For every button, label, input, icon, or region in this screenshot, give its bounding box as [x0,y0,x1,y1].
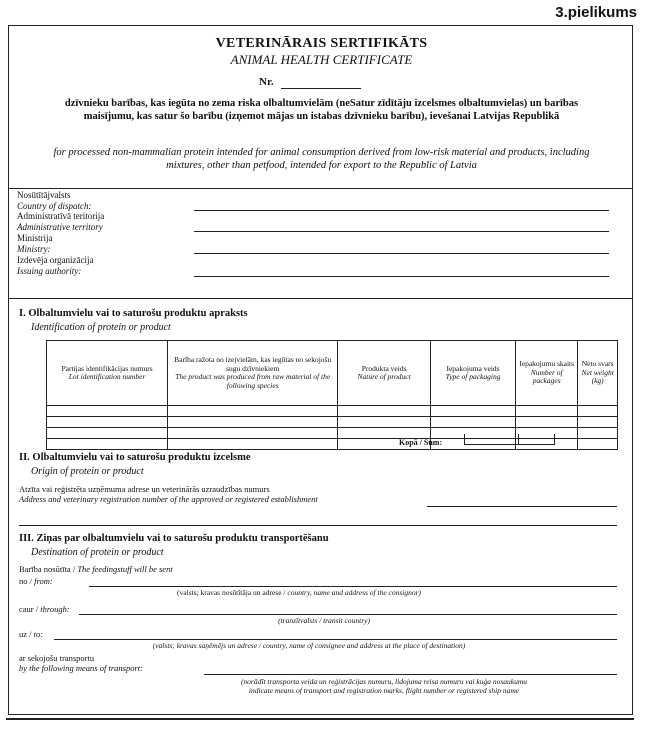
through-caption: (tranzītvalsts / transit country) [278,616,370,625]
description-en: for processed non-mammalian protein intended for animal consumption derived from low-risk material and products, including mixtures, other than petfood, intended for export to the Republic of Latvia [53,147,590,171]
transport-caption-lv: (norādīt transporta veida un reģistrācijas numuru, lidojuma reisa numuru vai kuģa nosaukumu [240,677,528,686]
field-administrative-territory [17,211,104,232]
transport-caption [159,677,609,695]
section-2-address-label [19,484,439,504]
transport-caption-en: indicate means of transport and registration marks, flight number or registered ship name [248,686,520,695]
address-label-lv: Atzīta vai reģistrēta uzņēmuma adrese un veterinārās uzraudzības numurs [19,484,270,494]
divider [9,298,632,299]
issuing-authority-field[interactable] [194,276,609,277]
transport-label-en: by the following means of transport: [19,663,143,673]
through-label-lv: caur / [19,604,41,614]
field-label-lv: Ministrija [17,233,53,243]
from-label-en: from: [34,576,53,586]
column-header: Iepakojumu skaits Number of packages [516,341,578,406]
section-3-title-en: Destination of protein or product [31,547,164,558]
certificate-number-label: Nr. [259,76,274,88]
to-label [19,629,43,639]
sent-label-lv: Barība nosūtīta / [19,564,78,574]
divider [9,188,632,189]
through-field[interactable] [79,614,617,615]
to-label-en: to: [33,629,44,639]
field-label-en: Ministry: [17,243,51,254]
total-label: Kopā / Sum: [399,438,443,447]
transport-label-lv: ar sekojošu transportu [19,653,95,663]
certificate-number-field[interactable] [281,88,361,89]
from-label [19,576,53,586]
field-label-en: Issuing authority: [17,265,82,276]
sent-label [19,564,173,574]
section-3-title-lv: III. Ziņas par olbaltumvielu vai to saturošu produktu transportēšanu [19,533,329,544]
from-label-lv: no / [19,576,35,586]
ministry-field[interactable] [194,253,609,254]
administrative-territory-field[interactable] [194,231,609,232]
annex-label: 3.pielikums [555,4,637,21]
from-field[interactable] [89,586,617,587]
transport-label [19,653,143,673]
field-label-en: Country of dispatch: [17,200,92,211]
transport-field[interactable] [204,674,617,675]
table-row[interactable] [47,406,618,417]
column-header: Neto svars Net weight (kg) [578,341,618,406]
field-ministry [17,233,53,254]
sent-label-en: The feedingstuff will be sent [77,564,173,574]
field-label-lv: Nosūtītājvalsts [17,190,71,200]
from-caption-en: country, name and address of the consignor) [287,588,422,597]
certificate-title-en: ANIMAL HEALTH CERTIFICATE [230,52,413,67]
from-caption [89,588,509,597]
country-of-dispatch-field[interactable] [194,210,609,211]
field-issuing-authority [17,255,94,276]
address-label-en: Address and veterinary registration number of the approved or registered establishment [19,494,318,504]
establishment-address-field[interactable] [427,506,617,507]
through-label-en: through: [40,604,70,614]
column-header: Barība ražota no izejvielām, kas iegūtas no sekojošu sugu dzīvniekiem The product was produced from raw material of the following species [168,341,338,406]
to-label-lv: uz / [19,629,34,639]
field-label-lv: Administratīvā teritorija [17,211,105,221]
total-weight-cell[interactable] [519,434,555,445]
page-bottom-rule [6,718,634,720]
through-label [19,604,70,614]
table-row[interactable] [47,417,618,428]
certificate-title-lv: VETERINĀRAIS SERTIFIKĀTS [215,36,428,51]
section-2-title-en: Origin of protein or product [31,466,144,477]
description-lv: dzīvnieku barības, kas iegūta no zema riska olbaltumvielām (neSatur zīdītāju izcelsmes olbaltumvielas) un barības maisījumu, kas satur šo barību (izņemot mājas un istabas dzīvnieku barību), ievešanai Latvijas Republikā [64,98,579,122]
to-field[interactable] [54,639,617,640]
section-1-title-en: Identification of protein or product [31,322,171,333]
section-1-title-lv: I. Olbaltumvielu vai to saturošu produktu apraksts [19,308,248,319]
from-caption-lv: (valsts; kravas nosūtītāja un adrese / [176,588,288,597]
table-header-row [47,341,618,406]
establishment-address-field-2[interactable] [19,525,617,526]
field-country-of-dispatch [17,190,92,211]
field-label-en: Administrative territory [17,221,103,232]
section-2-title-lv: II. Olbaltumvielu vai to saturošu produktu izcelsme [19,452,251,463]
column-header: Produkta veids Nature of product [338,341,431,406]
field-label-lv: Izdevēja organizācija [17,255,94,265]
column-header: Iepakojuma veids Type of packaging [431,341,516,406]
column-header: Partijas identifikācijas numurs Lot identification number [47,341,168,406]
to-caption: (valsts; kravas saņēmējs un adrese / country, name of consignee and address at the place of destination) [152,641,466,650]
certificate-form [8,25,633,715]
total-packages-cell[interactable] [464,434,519,445]
